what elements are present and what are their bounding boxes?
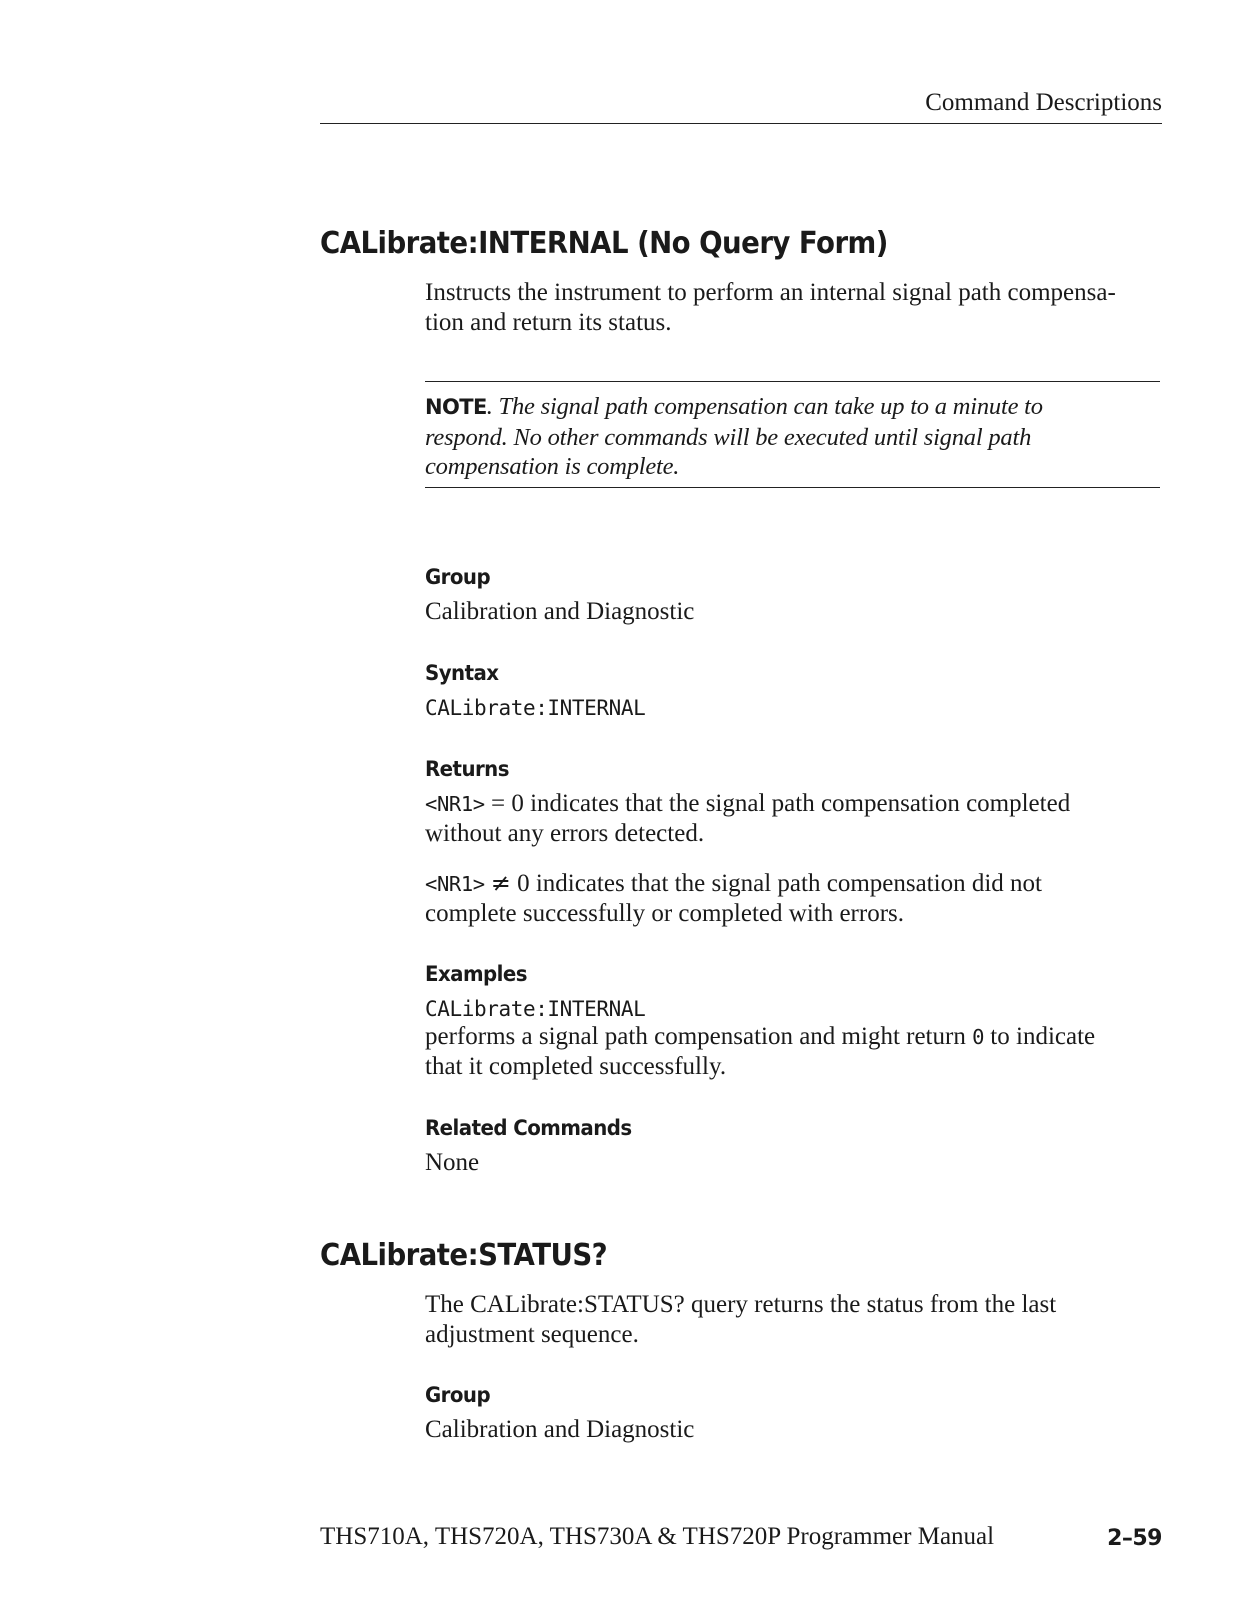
note-line3: compensation is complete. (425, 453, 680, 480)
page-number: 2–59 (1107, 1526, 1162, 1551)
examples-line2: that it completed successfully. (425, 1053, 727, 1080)
note-line2: respond. No other commands will be executed until signal path (425, 423, 1032, 451)
returns-item-1 (425, 789, 1147, 849)
examples-heading: Examples (425, 962, 527, 987)
examples-description (425, 1022, 1147, 1082)
group-heading: Group (425, 565, 491, 590)
note-bottom-rule (425, 487, 1160, 488)
section-title-calibrate-status: CALibrate:STATUS? (320, 1238, 608, 1273)
examples-inline-code: 0 (972, 1025, 985, 1049)
related-commands-heading: Related Commands (425, 1116, 632, 1141)
examples-line1-before: performs a signal path compensation and might return (425, 1023, 973, 1050)
running-head: Command Descriptions (925, 89, 1162, 116)
footer-manual-title: THS710A, THS720A, THS730A & THS720P Programmer Manual (320, 1523, 995, 1550)
examples-code: CALibrate:INTERNAL (425, 997, 646, 1021)
section2-group-value: Calibration and Diagnostic (425, 1416, 695, 1443)
header-rule (320, 123, 1162, 124)
section1-description (425, 278, 1147, 338)
group-value: Calibration and Diagnostic (425, 598, 695, 625)
syntax-heading: Syntax (425, 661, 499, 686)
examples-line1-after: to indicate (984, 1023, 1096, 1050)
returns-item-1-code: <NR1> (425, 792, 485, 816)
returns-item-2-line1: 0 indicates that the signal path compensation did not (510, 870, 1042, 897)
section1-description-line2: tion and return its status. (425, 309, 672, 336)
note-top-rule (425, 381, 1160, 382)
syntax-value: CALibrate:INTERNAL (425, 696, 646, 720)
section2-description-line1: The CALibrate:STATUS? query returns the status from the last (425, 1291, 1057, 1318)
not-equal-symbol: ≠ (490, 869, 511, 897)
returns-item-2-line2: complete successfully or completed with errors. (425, 900, 905, 927)
returns-item-1-line2: without any errors detected. (425, 820, 705, 847)
section1-description-line1: Instructs the instrument to perform an internal signal path compensa- (425, 279, 1116, 306)
returns-heading: Returns (425, 757, 509, 782)
section2-description (425, 1290, 1147, 1350)
note-label: NOTE (425, 395, 487, 419)
note-line1: . The signal path compensation can take up to a minute to (486, 393, 1043, 420)
returns-item-1-line1: = 0 indicates that the signal path compensation completed (484, 790, 1071, 817)
section2-description-line2: adjustment sequence. (425, 1321, 639, 1348)
section2-group-heading: Group (425, 1383, 491, 1408)
note-box (425, 392, 1147, 482)
section-title-calibrate-internal: CALibrate:INTERNAL (No Query Form) (320, 226, 888, 261)
related-commands-value: None (425, 1149, 480, 1176)
returns-item-2 (425, 868, 1147, 929)
returns-item-2-code: <NR1> (425, 872, 485, 896)
